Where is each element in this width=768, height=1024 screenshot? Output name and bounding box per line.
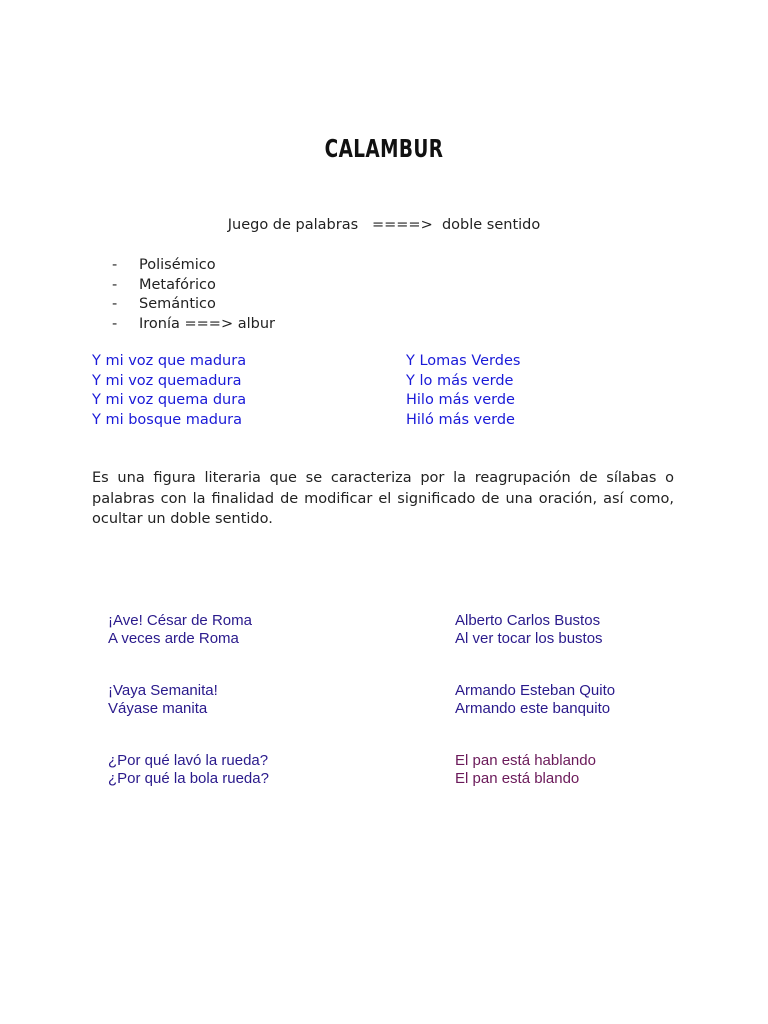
example-line: Armando este banquito	[455, 699, 611, 717]
verse-line: Y mi voz que madura	[92, 353, 247, 369]
example-line: El pan está blando	[455, 769, 580, 787]
example-line: ¿Por qué la bola rueda?	[108, 769, 269, 787]
example-line: Alberto Carlos Bustos	[455, 612, 601, 629]
example-line: ¡Ave! César de Roma	[108, 612, 252, 629]
page-title: CALAMBUR	[324, 134, 444, 163]
feature-list	[112, 256, 275, 334]
verse-line: Hiló más verde	[406, 411, 515, 428]
example-pair	[108, 682, 218, 717]
example-pair	[108, 752, 269, 787]
definition-paragraph: Es una figura literaria que se caracteriza por la reagrupación de sílabas o palabras con la finalidad de modificar el significado de una oración, así como, ocultar un doble sentido.	[92, 470, 674, 527]
example-line: El pan está hablando	[455, 752, 596, 769]
example-pair	[108, 612, 252, 647]
verse-block-right	[406, 352, 520, 430]
list-item-label: Polisémico	[139, 257, 216, 273]
verse-line: Hilo más verde	[406, 392, 515, 408]
verse-line: Y lo más verde	[406, 372, 514, 389]
example-line: ¡Vaya Semanita!	[108, 682, 218, 699]
list-item	[112, 276, 275, 296]
list-dash: -	[112, 276, 118, 293]
verse-block-left	[92, 352, 246, 430]
verse-line: Y mi voz quemadura	[92, 372, 242, 389]
verse-line: Y Lomas Verdes	[406, 353, 521, 369]
list-item	[112, 295, 275, 315]
list-dash: -	[112, 257, 118, 273]
verse-line: Y mi bosque madura	[92, 411, 243, 428]
list-item	[112, 315, 275, 335]
example-line: Al ver tocar los bustos	[455, 629, 603, 647]
list-item-label: Metafórico	[139, 276, 216, 293]
list-item-label: Ironía ===> albur	[139, 315, 275, 332]
subtitle: Juego de palabras ====> doble sentido	[227, 217, 541, 233]
example-line: ¿Por qué lavó la rueda?	[108, 752, 269, 769]
list-item-label: Semántico	[139, 296, 216, 312]
example-line: Váyase manita	[108, 699, 208, 717]
list-dash: -	[112, 296, 118, 312]
example-pair	[455, 682, 615, 717]
list-item	[112, 256, 275, 276]
verse-line: Y mi voz quema dura	[92, 392, 247, 408]
example-line: Armando Esteban Quito	[455, 682, 616, 699]
list-dash: -	[112, 315, 118, 332]
example-pair	[455, 612, 603, 647]
example-pair	[455, 752, 596, 787]
example-line: A veces arde Roma	[108, 629, 239, 647]
